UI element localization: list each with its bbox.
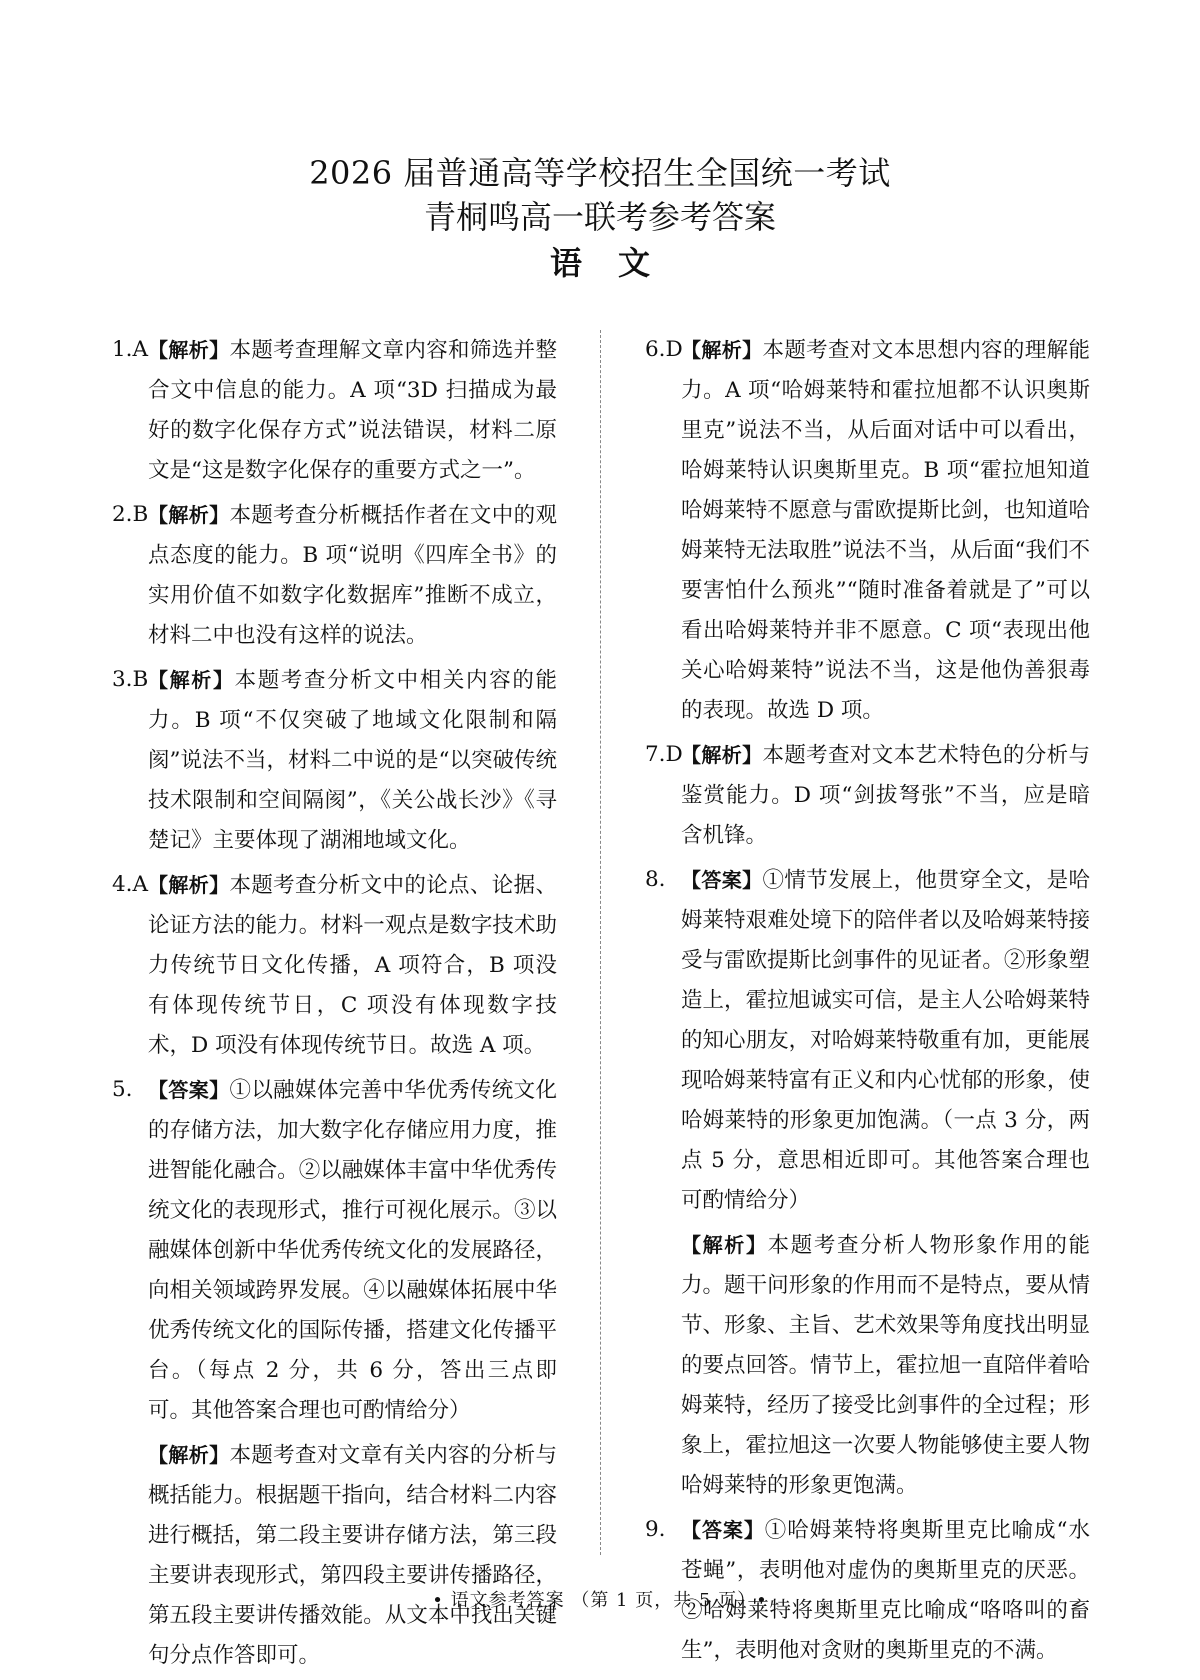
question-number: 1.A [112,337,149,362]
exam-subtitle: 青桐鸣高一联考参考答案 [423,198,776,236]
analysis-tag: 【解析】 [148,503,230,527]
question-3 [112,660,557,861]
question-2 [112,495,557,656]
subject-heading: 语文 [549,244,686,282]
analysis-text: 本题考查分析概括作者在文中的观点态度的能力。B 项“说明《四库全书》的实用价值不如数字化数据库”推断不成立，材料二中也没有这样的说法。 [148,503,557,648]
question-number: 7.D [645,742,683,767]
analysis-tag: 【解析】 [681,1233,768,1257]
question-6 [645,330,1090,731]
column-divider [600,330,601,1555]
answer-tag: 【答案】 [681,1518,765,1542]
analysis-tag: 【解析】 [148,668,235,692]
left-column [112,330,557,1680]
question-number: 3.B [112,667,149,692]
analysis-tag: 【解析】 [148,1443,230,1467]
analysis-tag: 【解析】 [681,338,763,362]
question-7 [645,735,1090,856]
analysis-tag: 【解析】 [681,743,763,767]
answer-tag: 【答案】 [148,1078,230,1102]
analysis-text: 本题考查分析文中相关内容的能力。B 项“不仅突破了地域文化限制和隔阂”说法不当，材料二中说的是“以突破传统技术限制和空间隔阂”，《关公战长沙》《寻楚记》主要体现了湖湘地域文化。 [148,668,557,853]
question-4 [112,865,557,1066]
question-1 [112,330,557,491]
question-number: 4.A [112,872,149,897]
question-8 [645,860,1090,1506]
analysis-text: 本题考查分析人物形象作用的能力。题干问形象的作用而不是特点，要从情节、形象、主旨、艺术效果等角度找出明显的要点回答。情节上，霍拉旭一直陪伴着哈姆莱特，经历了接受比剑事件的全过程；形象上，霍拉旭这一次要人物能够使主要人物哈姆莱特的形象更饱满。 [681,1233,1090,1498]
answer-tag: 【答案】 [681,868,763,892]
question-number: 5. [112,1077,133,1102]
question-number: 6.D [645,337,683,362]
analysis-tag: 【解析】 [148,338,230,362]
analysis-text: 本题考查分析文中的论点、论据、论证方法的能力。材料一观点是数字技术助力传统节日文化传播，A 项符合，B 项没有体现传统节日，C 项没有体现数字技术，D 项没有体现传统节日。故选 A 项。 [148,873,557,1058]
analysis-tag: 【解析】 [148,873,230,897]
answer-text: ①哈姆莱特将奥斯里克比喻成“水苍蝇”，表明他对虚伪的奥斯里克的厌恶。②哈姆莱特将奥斯里克比喻成“咯咯叫的畜生”，表明他对贪财的奥斯里克的不满。 [681,1518,1090,1663]
answer-text: ①情节发展上，他贯穿全文，是哈姆莱特艰难处境下的陪伴者以及哈姆莱特接受与雷欧提斯比剑事件的见证者。②形象塑造上，霍拉旭诚实可信，是主人公哈姆莱特的知心朋友，对哈姆莱特敬重有加，更能展现哈姆莱特富有正义和内心忧郁的形象，使哈姆莱特的形象更加饱满。（一点 3 分，两点 5 分，意思相近即可。其他答案合理也可酌情给分） [681,868,1090,1213]
question-number: 2.B [112,502,149,527]
analysis-text: 本题考查对文本艺术特色的分析与鉴赏能力。D 项“剑拔弩张”不当，应是暗含机锋。 [681,743,1090,848]
question-number: 8. [645,867,666,892]
right-column [645,330,1090,1675]
answer-text: ①以融媒体完善中华优秀传统文化的存储方法，加大数字化存储应用力度，推进智能化融合。②以融媒体丰富中华优秀传统文化的表现形式，推行可视化展示。③以融媒体创新中华优秀传统文化的发展路径，向相关领域跨界发展。④以融媒体拓展中华优秀传统文化的国际传播，搭建文化传播平台。（每点 2 分，共 6 分，答出三点即可。其他答案合理也可酌情给分） [148,1078,557,1423]
analysis-text: 本题考查对文章有关内容的分析与概括能力。根据题干指向，结合材料二内容进行概括，第二段主要讲存储方法，第三段主要讲表现形式，第四段主要讲传播路径，第五段主要讲传播效能。从文本中找出关键句分点作答即可。 [148,1443,557,1668]
page-footer: • 语文参考答案 （第 1 页，共 5 页）• [432,1590,768,1611]
analysis-text: 本题考查对文本思想内容的理解能力。A 项“哈姆莱特和霍拉旭都不认识奥斯里克”说法不当，从后面对话中可以看出，哈姆莱特认识奥斯里克。B 项“霍拉旭知道哈姆莱特不愿意与雷欧提斯比剑，也知道哈姆莱特无法取胜”说法不当，从后面“我们不要害怕什么预兆”“随时准备着就是了”可以看出哈姆莱特并非不愿意。C 项“表现出他关心哈姆莱特”说法不当，这是他伪善狠毒的表现。故选 D 项。 [681,338,1090,723]
analysis-text: 本题考查理解文章内容和筛选并整合文中信息的能力。A 项“3D 扫描成为最好的数字化保存方式”说法错误，材料二原文是“这是数字化保存的重要方式之一”。 [148,338,557,483]
question-number: 9. [645,1517,666,1542]
exam-title: 2026 届普通高等学校招生全国统一考试 [309,154,891,192]
